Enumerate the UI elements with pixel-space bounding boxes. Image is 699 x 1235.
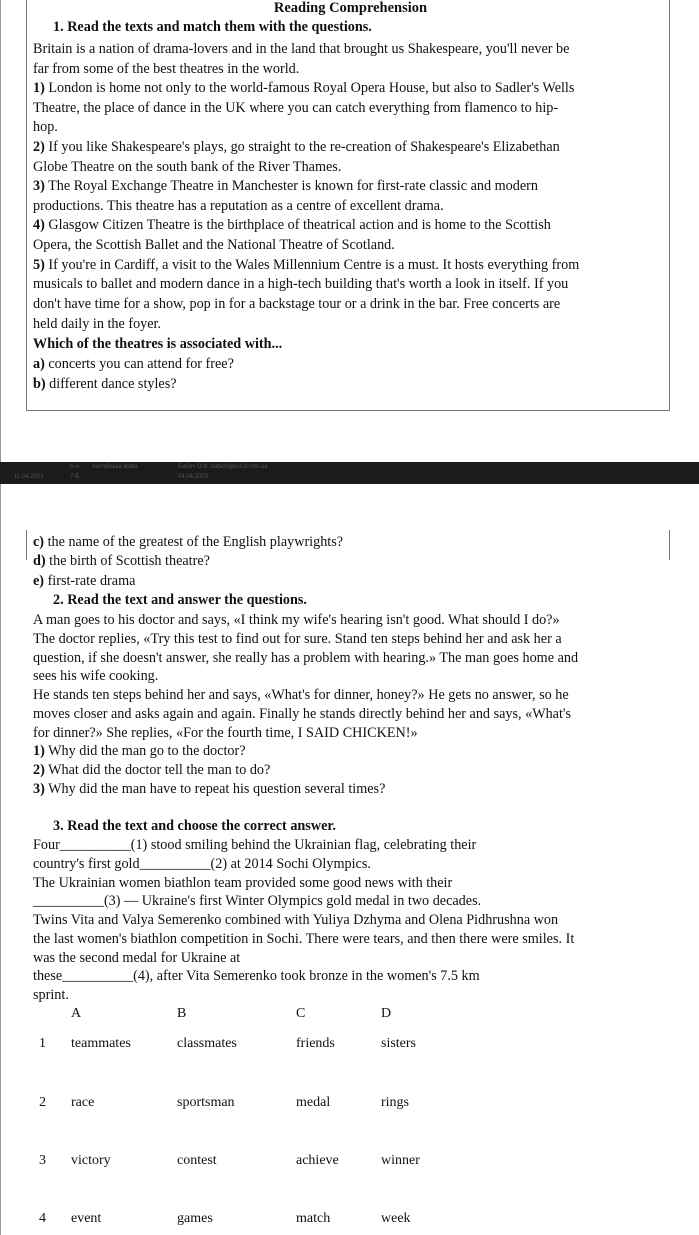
task3-line: sprint. bbox=[33, 987, 69, 1003]
task2-heading: 2. Read the text and answer the questions. bbox=[53, 592, 307, 608]
task1-text-line: productions. This theatre has a reputation as a centre of excellent drama. bbox=[33, 198, 444, 214]
task3-line: Four__________(1) stood smiling behind the Ukrainian flag, celebrating their bbox=[33, 837, 477, 853]
task2-line: The doctor replies, «Try this test to find out for sure. Stand ten steps behind her and ask her a bbox=[33, 631, 562, 647]
strip-subject: Англійська мова bbox=[92, 464, 138, 470]
option-4a: event bbox=[71, 1211, 102, 1226]
option-2c: medal bbox=[296, 1095, 331, 1110]
task1-text-line: Theatre, the place of dance in the UK where you can catch everything from flamenco to hip- bbox=[33, 100, 559, 116]
row-number: 4 bbox=[39, 1211, 46, 1226]
task1-text-1: 1) London is home not only to the world-famous Royal Opera House, but also to Sadler's Wells bbox=[33, 80, 575, 96]
task1-text-5: 5) If you're in Cardiff, a visit to the Wales Millennium Centre is a must. It hosts everything from bbox=[33, 257, 580, 273]
option-1a: teammates bbox=[71, 1036, 131, 1051]
column-header-a: A bbox=[71, 1006, 82, 1021]
task3-line: these__________(4), after Vita Semerenko took bronze in the women's 7.5 km bbox=[33, 968, 480, 984]
task1-item-b: b) different dance styles? bbox=[33, 376, 177, 392]
task1-item-d: d) the birth of Scottish theatre? bbox=[33, 553, 210, 569]
task3-line: the last women's biathlon competition in Sochi. There were tears, and then there were smiles. It bbox=[33, 931, 575, 947]
task1-intro-line: far from some of the best theatres in the world. bbox=[33, 61, 300, 77]
task1-question: Which of the theatres is associated with... bbox=[33, 336, 283, 352]
page-break-strip bbox=[0, 462, 699, 484]
option-3a: victory bbox=[71, 1153, 111, 1168]
task3-heading: 3. Read the text and choose the correct answer. bbox=[53, 818, 336, 834]
task2-line: moves closer and asks again and again. Finally he stands directly behind her and says, «What's bbox=[33, 706, 571, 722]
task3-line: The Ukrainian women biathlon team provided some good news with their bbox=[33, 875, 453, 891]
task1-text-line: Opera, the Scottish Ballet and the National Theatre of Scotland. bbox=[33, 237, 395, 253]
column-header-d: D bbox=[381, 1006, 392, 1021]
task1-text-line: held daily in the foyer. bbox=[33, 316, 162, 332]
task1-item-a: a) concerts you can attend for free? bbox=[33, 356, 234, 372]
page-title: Reading Comprehension bbox=[273, 0, 428, 16]
row-number: 3 bbox=[39, 1153, 46, 1168]
task1-item-e: e) first-rate drama bbox=[33, 573, 136, 589]
page-1 bbox=[0, 0, 699, 462]
option-3d: winner bbox=[381, 1153, 420, 1168]
task2-line: A man goes to his doctor and says, «I think my wife's hearing isn't good. What should I do?» bbox=[33, 612, 560, 628]
task2-question-2: 2) What did the doctor tell the man to do? bbox=[33, 762, 271, 778]
task1-text-4: 4) Glasgow Citizen Theatre is the birthplace of theatrical action and is home to the Scottish bbox=[33, 217, 551, 233]
option-3b: contest bbox=[177, 1153, 217, 1168]
option-4b: games bbox=[177, 1211, 213, 1226]
column-header-b: B bbox=[177, 1006, 187, 1021]
page-2 bbox=[0, 484, 699, 1235]
option-2d: rings bbox=[381, 1095, 409, 1110]
row-number: 2 bbox=[39, 1095, 46, 1110]
task2-question-1: 1) Why did the man go to the doctor? bbox=[33, 743, 246, 759]
task3-line: was the second medal for Ukraine at bbox=[33, 950, 241, 966]
strip-date-2: 04.04.2023 bbox=[178, 474, 209, 480]
task3-line: __________(3) — Ukraine's first Winter Olympics gold medal in two decades. bbox=[33, 893, 482, 909]
task2-line: He stands ten steps behind her and says, «What's for dinner, honey?» He gets no answer, so he bbox=[33, 687, 569, 703]
option-1d: sisters bbox=[381, 1036, 416, 1051]
option-2a: race bbox=[71, 1095, 95, 1110]
option-4d: week bbox=[381, 1211, 411, 1226]
option-1b: classmates bbox=[177, 1036, 237, 1051]
task2-line: sees his wife cooking. bbox=[33, 668, 159, 684]
strip-date: 11.04.2023 bbox=[14, 474, 44, 480]
strip-class: 6-А bbox=[70, 464, 80, 470]
option-2b: sportsman bbox=[177, 1095, 235, 1110]
strip-class-2: 7-Б bbox=[70, 474, 80, 480]
task1-text-line: musicals to ballet and modern dance in a high-tech building that's worth a look in itself. If you bbox=[33, 276, 569, 292]
task1-heading: 1. Read the texts and match them with the questions. bbox=[53, 19, 372, 35]
option-3c: achieve bbox=[296, 1153, 339, 1168]
task2-question-3: 3) Why did the man have to repeat his question several times? bbox=[33, 781, 386, 797]
task1-text-line: hop. bbox=[33, 119, 58, 135]
option-4c: match bbox=[296, 1211, 331, 1226]
task1-text-line: don't have time for a show, pop in for a backstage tour or a drink in the bar. Free concerts are bbox=[33, 296, 561, 312]
task3-line: country's first gold__________(2) at 2014 Sochi Olympics. bbox=[33, 856, 371, 872]
task1-text-3: 3) The Royal Exchange Theatre in Manchester is known for first-rate classic and modern bbox=[33, 178, 538, 194]
option-1c: friends bbox=[296, 1036, 335, 1051]
task1-item-c: c) the name of the greatest of the English playwrights? bbox=[33, 534, 344, 550]
task3-line: Twins Vita and Valya Semerenko combined with Yuliya Dzhyma and Olena Pidhrushna won bbox=[33, 912, 559, 928]
task2-line: question, if she doesn't answer, she really has a problem with hearing.» The man goes home and bbox=[33, 650, 579, 666]
strip-teacher: Бабич О.В. babich@ed-20.mk.ua bbox=[178, 464, 268, 470]
task1-intro-line: Britain is a nation of drama-lovers and in the land that brought us Shakespeare, you'll never be bbox=[33, 41, 570, 57]
row-number: 1 bbox=[39, 1036, 46, 1051]
task1-text-line: Globe Theatre on the south bank of the River Thames. bbox=[33, 159, 342, 175]
column-header-c: C bbox=[296, 1006, 306, 1021]
task2-line: for dinner?» She replies, «For the fourth time, I SAID CHICKEN!» bbox=[33, 725, 418, 741]
task1-text-2: 2) If you like Shakespeare's plays, go straight to the re-creation of Shakespeare's Elizabethan bbox=[33, 139, 560, 155]
